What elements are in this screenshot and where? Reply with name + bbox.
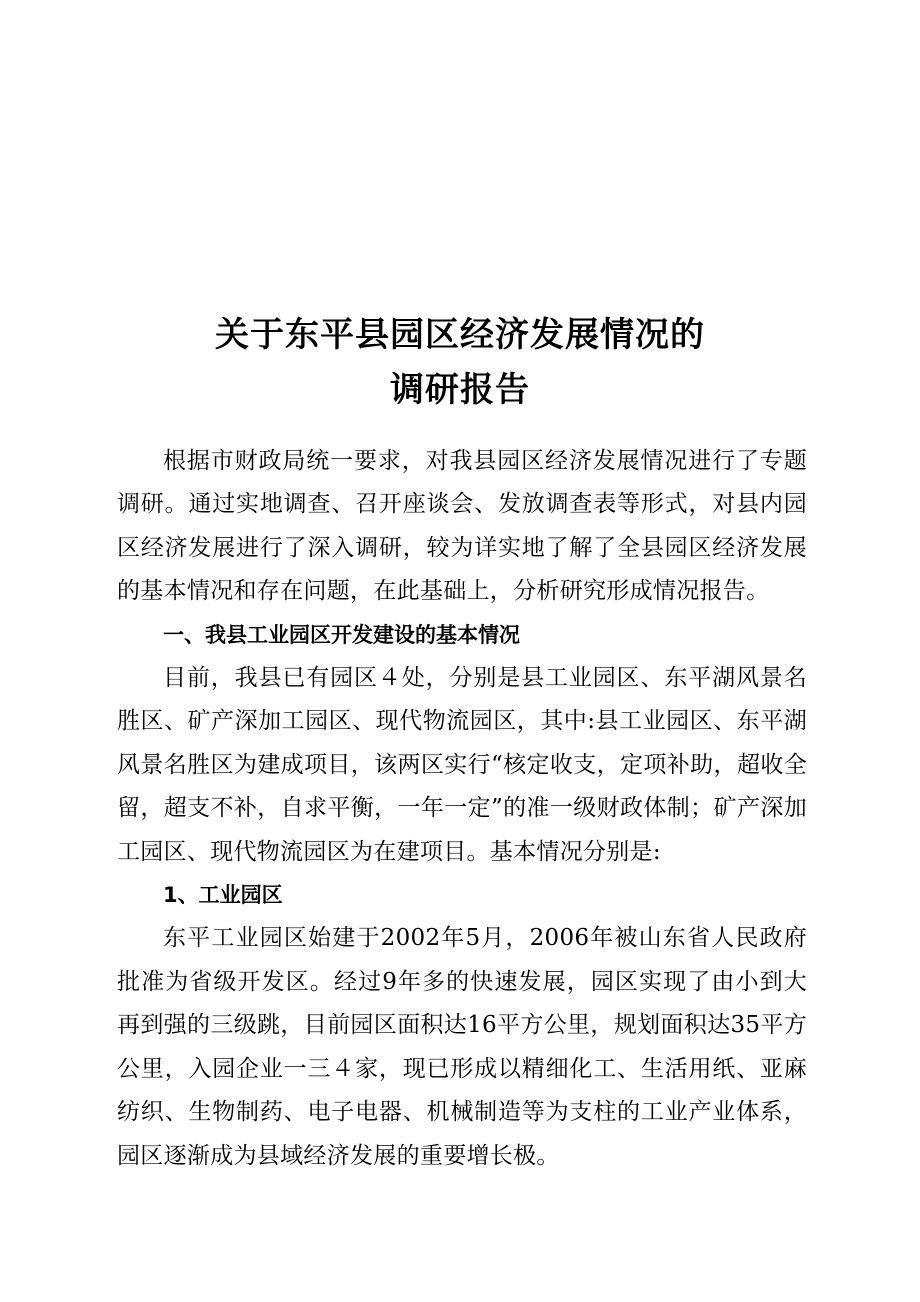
industrial-park-paragraph: 东平工业园区始建于2002年5月，2006年被山东省人民政府批准为省级开发区。经过9年多的快速发展，园区实现了由小到大再到强的三级跳，目前园区面积达16平方公里，规划面积达35平方公里，入园企业一三４家，现已形成以精细化工、生活用纸、亚麻纺织、生物制药、电子电器、机械制造等为支柱的工业产业体系，园区逐渐成为县域经济发展的重要增长极。 bbox=[117, 925, 807, 1169]
subsection-heading-1-1: 1、工业园区 bbox=[163, 883, 283, 908]
overview-paragraph: 目前，我县已有园区４处，分别是县工业园区、东平湖风景名胜区、矿产深加工园区、现代物流园区，其中:县工业园区、东平湖风景名胜区为建成项目，该两区实行“核定收支，定项补助，超收全留，超支不补，自求平衡，一年一定”的准一级财政体制；矿产深加工园区、现代物流园区为在建项目。基本情况分别是: bbox=[117, 665, 807, 865]
document-title-line-1: 关于东平县园区经济发展情况的 bbox=[215, 315, 705, 355]
document-body bbox=[117, 440, 807, 1178]
section-heading-1: 一、我县工业园区开发建设的基本情况 bbox=[163, 622, 520, 647]
document-title-line-2: 调研报告 bbox=[390, 370, 530, 410]
intro-paragraph: 根据市财政局统一要求，对我县园区经济发展情况进行了专题调研。通过实地调查、召开座谈会、发放调查表等形式，对县内园区经济发展进行了深入调研，较为详实地了解了全县园区经济发展的基本情况和存在问题，在此基础上，分析研究形成情况报告。 bbox=[117, 448, 807, 605]
title-block bbox=[0, 308, 920, 418]
